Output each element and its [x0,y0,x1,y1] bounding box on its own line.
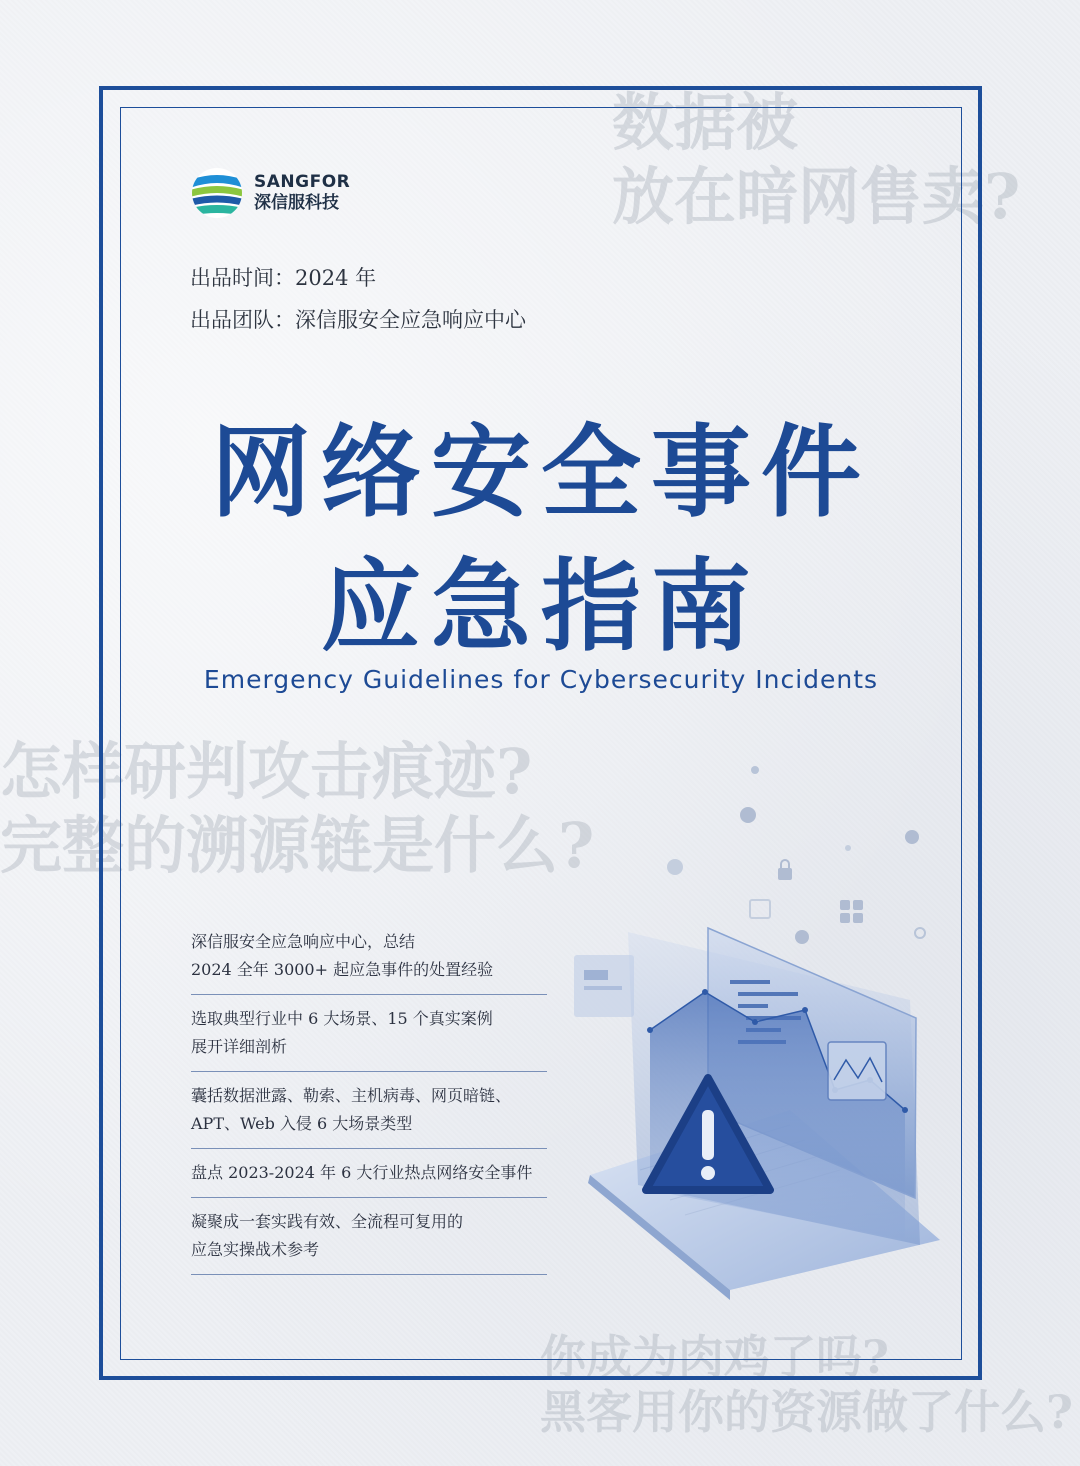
background-question-3: 你成为肉鸡了吗? 黑客用你的资源做了什么? [540,1330,1073,1440]
sangfor-logo-icon [190,166,244,220]
feature-list [191,922,547,1275]
publish-time: 出品时间：2024 年 [190,266,377,290]
background-question-2: 怎样研判攻击痕迹? 完整的溯源链是什么? [0,735,595,883]
main-title-line-1: 网络安全事件 [211,413,871,531]
company-logo [190,166,350,220]
publish-team: 出品团队：深信服安全应急响应中心 [190,308,526,332]
background-question-1: 数据被 放在暗网售卖? [612,86,1021,234]
main-title-line-2: 应急指南 [321,547,761,665]
feature-item: 选取典型行业中 6 大场景、15 个真实案例 展开详细剖析 [191,995,547,1072]
feature-item: 凝聚成一套实践有效、全流程可复用的 应急实操战术参考 [191,1198,547,1275]
english-subtitle: Emergency Guidelines for Cybersecurity Incidents [203,665,879,694]
gear-icon [740,807,919,944]
logo-name-cn: 深信服科技 [254,192,339,213]
feature-item: 囊括数据泄露、勒索、主机病毒、网页暗链、 APT、Web 入侵 6 大场景类型 [191,1072,547,1149]
feature-item: 盘点 2023-2024 年 6 大行业热点网络安全事件 [191,1149,547,1198]
feature-item: 深信服安全应急响应中心，总结 2024 全年 3000+ 起应急事件的处置经验 [191,922,547,995]
logo-name-en: SANGFOR [254,171,351,192]
lock-icon [778,860,792,880]
laptop-warning-illustration [560,760,950,1300]
